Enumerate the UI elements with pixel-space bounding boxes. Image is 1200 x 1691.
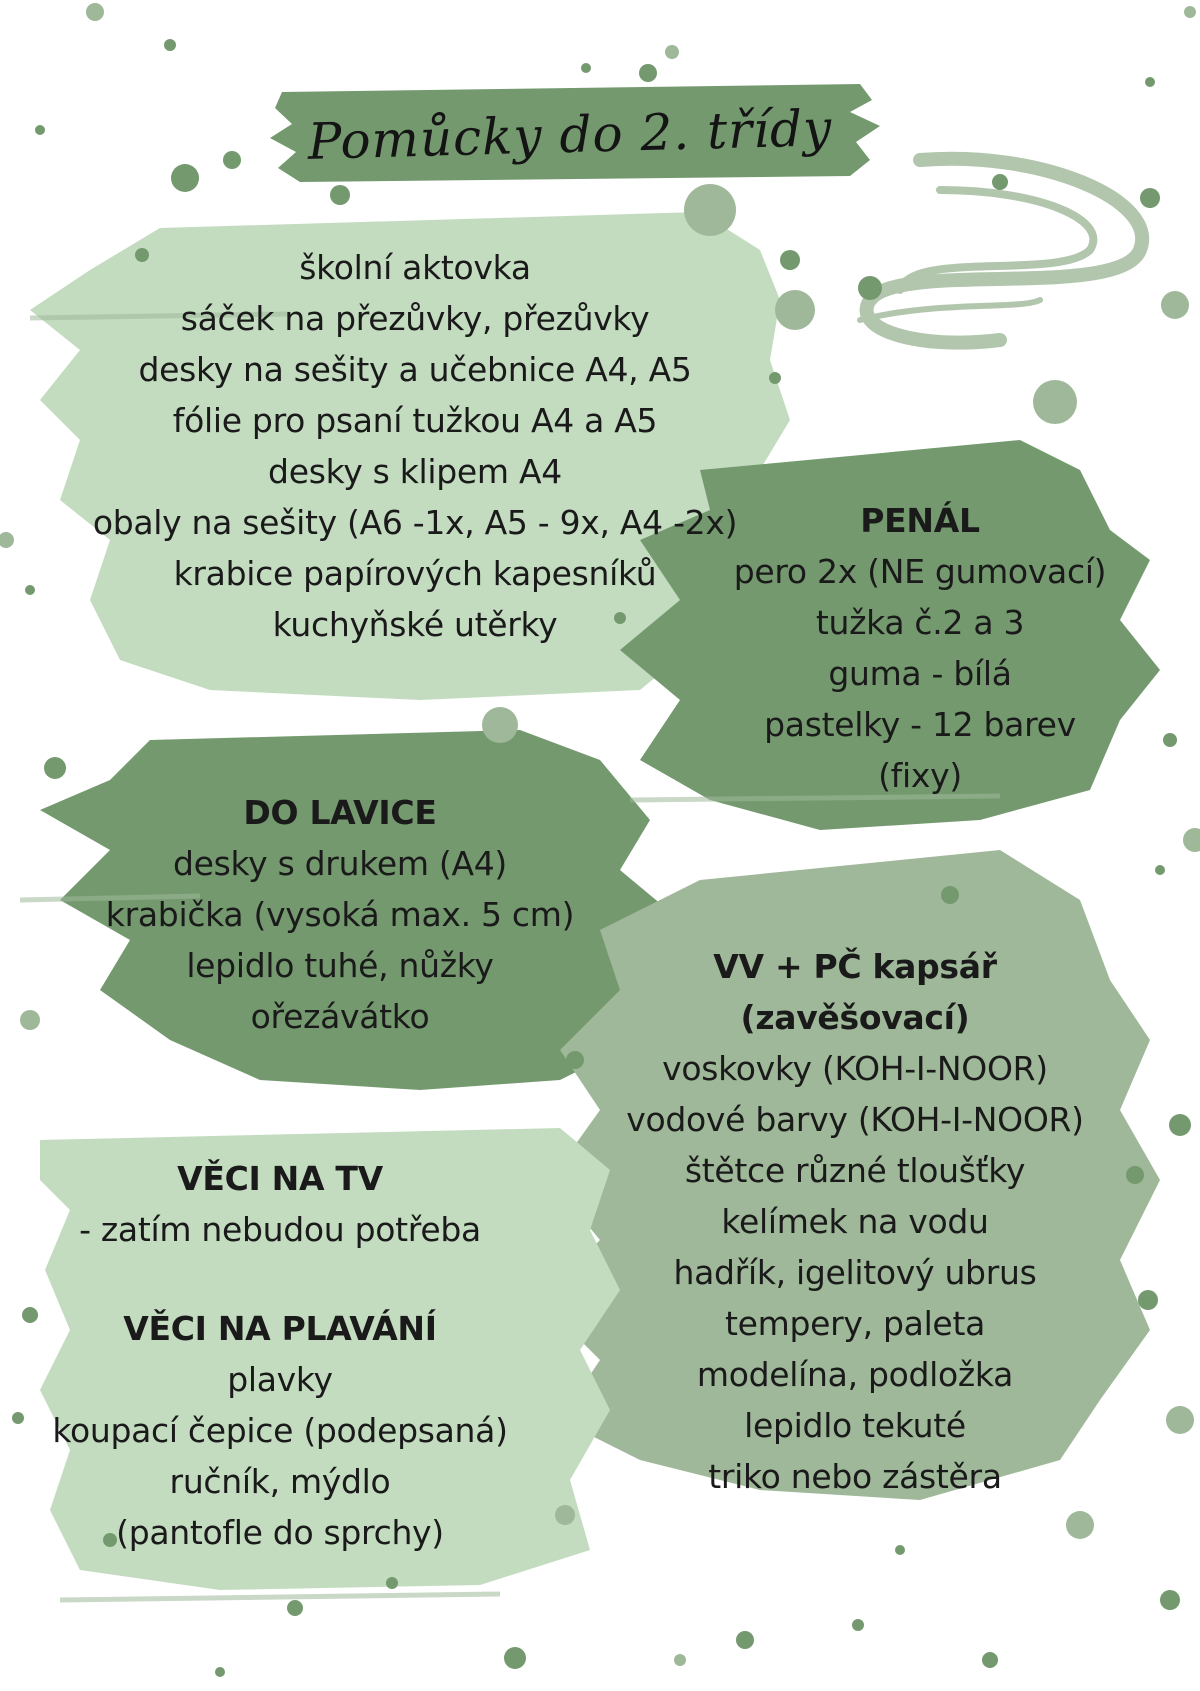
- list-item: kelímek na vodu: [721, 1202, 989, 1241]
- list-item: hadřík, igelitový ubrus: [673, 1253, 1037, 1292]
- list-item: pastelky - 12 barev: [764, 705, 1076, 744]
- list-item: (fixy): [878, 756, 962, 795]
- tv-heading: VĚCI NA TV: [177, 1159, 383, 1198]
- list-item: vodové barvy (KOH-I-NOOR): [626, 1100, 1084, 1139]
- list-item: triko nebo zástěra: [708, 1457, 1002, 1496]
- list-item: lepidlo tuhé, nůžky: [186, 946, 494, 985]
- plavani-heading: VĚCI NA PLAVÁNÍ: [123, 1309, 437, 1348]
- list-item: ručník, mýdlo: [169, 1462, 391, 1501]
- vv-pc-section: [600, 941, 1110, 1502]
- vv-pc-heading: VV + PČ kapsář: [713, 947, 997, 986]
- list-item: pero 2x (NE gumovací): [733, 552, 1107, 591]
- list-item: štětce různé tloušťky: [684, 1151, 1026, 1190]
- list-item: desky s klipem A4: [268, 452, 562, 491]
- general-supplies-list: [60, 242, 770, 650]
- list-item: fólie pro psaní tužkou A4 a A5: [172, 401, 658, 440]
- list-item: sáček na přezůvky, přezůvky: [180, 299, 650, 338]
- do-lavice-section: [100, 787, 580, 1042]
- list-item: kuchyňské utěrky: [272, 605, 558, 644]
- list-item: tempery, paleta: [724, 1304, 986, 1343]
- list-item: modelína, podložka: [696, 1355, 1014, 1394]
- list-item: (pantofle do sprchy): [116, 1513, 444, 1552]
- list-item: krabice papírových kapesníků: [173, 554, 657, 593]
- list-item: desky na sešity a učebnice A4, A5: [138, 350, 692, 389]
- list-item: - zatím nebudou potřeba: [79, 1210, 481, 1249]
- tv-plavani-section: [50, 1153, 510, 1558]
- penal-section: [700, 495, 1140, 801]
- list-item: voskovky (KOH-I-NOOR): [662, 1049, 1048, 1088]
- list-item: krabička (vysoká max. 5 cm): [105, 895, 575, 934]
- list-item: koupací čepice (podepsaná): [52, 1411, 508, 1450]
- list-item: plavky: [227, 1360, 333, 1399]
- spacer: [50, 1255, 510, 1303]
- page-title: Pomůcky do 2. třídy: [307, 99, 833, 171]
- penal-heading: PENÁL: [860, 501, 980, 540]
- list-item: školní aktovka: [299, 248, 531, 287]
- do-lavice-heading: DO LAVICE: [243, 793, 437, 832]
- list-item: desky s drukem (A4): [172, 844, 507, 883]
- list-item: guma - bílá: [828, 654, 1012, 693]
- vv-pc-subheading: (zavěšovací): [740, 998, 970, 1037]
- list-item: tužka č.2 a 3: [815, 603, 1025, 642]
- list-item: lepidlo tekuté: [744, 1406, 966, 1445]
- list-item: obaly na sešity (A6 -1x, A5 - 9x, A4 -2x): [92, 503, 738, 542]
- list-item: ořezávátko: [250, 997, 430, 1036]
